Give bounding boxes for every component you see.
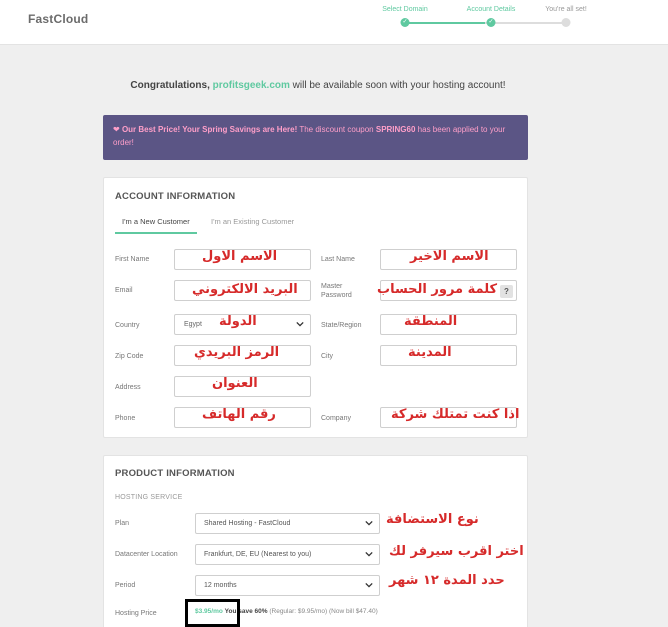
- step-line: [485, 22, 565, 24]
- domain-name: profitsgeek.com: [212, 80, 290, 91]
- step-line: [405, 22, 485, 24]
- last-name-label: Last Name: [321, 256, 355, 263]
- plan-annotation: نوع الاستضافة: [386, 512, 479, 527]
- period-annotation: حدد المدة ١٢ شهر: [389, 573, 505, 588]
- chevron-down-icon: [365, 519, 373, 527]
- plan-value: Shared Hosting - FastCloud: [204, 520, 291, 527]
- step-label: You're all set!: [545, 6, 587, 13]
- pending-dot-icon: [562, 18, 571, 27]
- promo-post-code: has been applied to your order!: [113, 125, 506, 147]
- account-title: ACCOUNT INFORMATION: [115, 191, 236, 202]
- chevron-down-icon: [365, 550, 373, 558]
- account-card: [103, 177, 528, 438]
- price-regular: (Regular: $9.95/mo): [269, 608, 328, 615]
- tab-new-customer[interactable]: I'm a New Customer: [115, 216, 197, 234]
- address-label: Address: [115, 384, 141, 391]
- country-label: Country: [115, 322, 140, 329]
- congrats-rest: will be available soon with your hosting account!: [292, 80, 506, 91]
- address-annotation: العنوان: [212, 376, 258, 391]
- check-icon: ✓: [488, 19, 494, 25]
- period-select[interactable]: [195, 575, 380, 596]
- email-label: Email: [115, 287, 133, 294]
- city-annotation: المدينة: [408, 345, 452, 360]
- period-label: Period: [115, 582, 136, 589]
- product-title: PRODUCT INFORMATION: [115, 468, 235, 479]
- first-name-label: First Name: [115, 256, 150, 263]
- state-annotation: المنطقة: [404, 314, 458, 329]
- company-annotation: اذا كنت تمتلك شركة: [391, 407, 520, 422]
- zip-label: Zip Code: [115, 353, 144, 360]
- heart-icon: ❤: [113, 125, 120, 134]
- chevron-down-icon: [296, 320, 304, 328]
- phone-annotation: رقم الهاتف: [202, 407, 276, 422]
- step-label: Select Domain: [382, 6, 428, 13]
- price-main: $3.95/mo: [195, 608, 223, 615]
- master-password-label: Master Password: [321, 283, 352, 299]
- last-name-annotation: الاسم الاخير: [410, 249, 489, 264]
- promo-headline: Our Best Price! Your Spring Savings are Here!: [121, 125, 298, 134]
- phone-label: Phone: [115, 415, 136, 422]
- price-highlight-box: [185, 599, 240, 627]
- country-value: Egypt: [184, 321, 202, 328]
- product-card: [103, 455, 528, 627]
- plan-label: Plan: [115, 520, 130, 527]
- datacenter-label: Datacenter Location: [115, 551, 178, 558]
- step-label: Account Details: [466, 6, 516, 13]
- promo-pre-code: The discount coupon: [299, 125, 374, 134]
- country-annotation: الدولة: [219, 314, 257, 329]
- master-password-annotation: كلمة مرور الحساب: [377, 282, 498, 297]
- state-label: State/Region: [321, 322, 362, 329]
- chevron-down-icon: [365, 581, 373, 589]
- tab-existing-customer[interactable]: I'm an Existing Customer: [211, 217, 295, 226]
- congrats-message: [0, 80, 636, 91]
- first-name-annotation: الاسم الاول: [202, 249, 278, 264]
- email-annotation: البريد الالكتروني: [192, 282, 298, 297]
- logo[interactable]: FastCloud: [28, 12, 89, 26]
- plan-select[interactable]: [195, 513, 380, 534]
- period-value: 12 months: [204, 582, 237, 589]
- customer-tabs: [115, 216, 515, 234]
- datacenter-annotation: اختر اقرب سيرفر لك: [389, 544, 524, 559]
- progress-steps: [370, 6, 600, 36]
- company-label: Company: [321, 415, 351, 422]
- price-bill: (Now bill $47.40): [328, 608, 378, 615]
- hosting-price-label: Hosting Price: [115, 610, 157, 617]
- zip-annotation: الرمز البريدي: [194, 345, 280, 360]
- help-icon[interactable]: ?: [500, 285, 513, 298]
- check-icon: ✓: [402, 19, 408, 25]
- datacenter-select[interactable]: [195, 544, 380, 565]
- top-bar: [0, 0, 668, 45]
- city-label: City: [321, 353, 334, 360]
- hosting-service-subhead: HOSTING SERVICE: [115, 494, 183, 501]
- price-save: You save 60%: [224, 608, 268, 615]
- congrats-lead: Congratulations,: [130, 80, 210, 91]
- promo-banner: [103, 115, 528, 160]
- coupon-code: SPRING60: [375, 125, 416, 134]
- datacenter-value: Frankfurt, DE, EU (Nearest to you): [204, 551, 312, 558]
